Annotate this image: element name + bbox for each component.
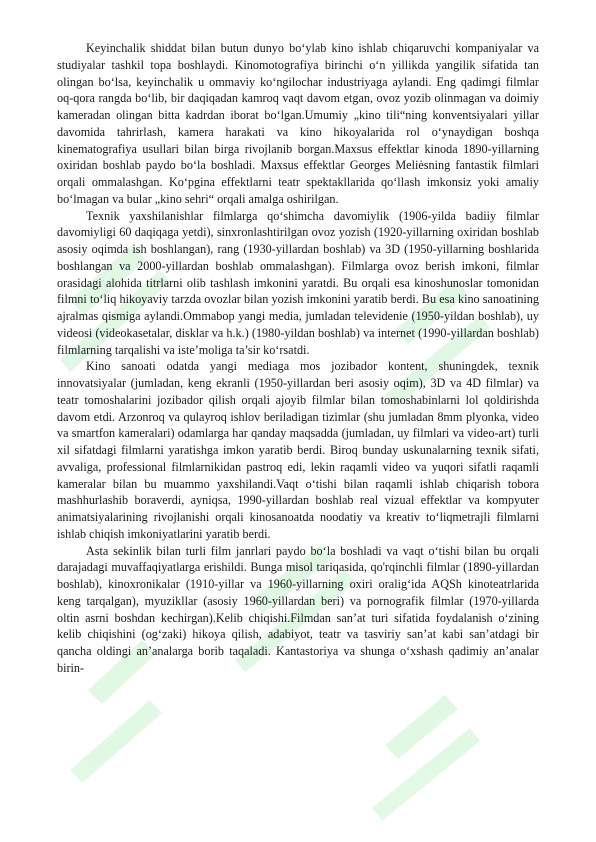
- watermark-stroke: [70, 700, 162, 783]
- paragraph: Texnik yaxshilanishlar filmlarga qo‘shimcha davomiylik (1906-yilda badiiy filmlar davomiyligi 60 daqiqaga yetdi), sinxronlashtirilgan ovoz yozish (1920-yillarning oxiridan boshlab asosiy oqimda ish boshlangan), rang (1930-yillardan boshlab) va 3D (1950-yillarning boshlarida boshlangan va 2000-yillardan boshlab ommalashgan). Filmlarga ovoz berish imkoni, filmlar orasidagi alohida titrlarni olib tashlash imkonini yaratdi. Bu orqali esa kinoshunoslar tomonidan filmni to‘liq hikoyaviy tarzda ovozlar bilan yozish imkonini yaratib berdi. Bu esa kino sanoatining ajralmas qismiga aylandi.Ommabop yangi media, jumladan televidenie (1950-yildan boshlab), uy videosi (videokasetalar, disklar va h.k.) (1980-yildan boshlab) va internet (1990-yillardan boshlab) filmlarning tarqalishi va iste’moliga ta’sir ko‘rsatdi.: [57, 208, 539, 357]
- watermark-stroke: [372, 728, 480, 821]
- paragraph: Kino sanoati odatda yangi mediaga mos jozibador kontent, shuningdek, texnik innovatsiyalar (jumladan, keng ekranli (1950-yillardan beri asosiy oqim), 3D va 4D filmlar) va teatr tomoshalarini jozibador qilish orqali ajoyib filmlar bilan tomoshabinlarni lol qoldirishda davom etdi. Arzonroq va qulayroq ishlov beriladigan tizimlar (shu jumladan 8mm plyonka, video va smartfon kameralari) odamlarga har qanday maqsadda (jumladan, uy filmlari va video-art) turli xil sifatdagi filmlarni yaratishga imkon yaratib berdi. Biroq bunday uskunalarning texnik sifati, avvaliga, professional filmlarnikidan pastroq edi, lekin raqamli video va yuqori sifatli raqamli kameralar bilan bu muammo yaxshilandi.Vaqt o‘tishi bilan raqamli ishlab chiqarish tobora mashhurlashib boraverdi, ayniqsa, 1990-yillardan boshlab real vizual effektlar va kompyuter animatsiyalarining rivojlanishi orqali kinosanoatda noodatiy va kreativ to‘liqmetrajli filmlarni ishlab chiqish imkoniyatlarini yaratib berdi.: [57, 359, 539, 541]
- body-text: [57, 40, 539, 677]
- paragraph: Keyinchalik shiddat bilan butun dunyo bo‘ylab kino ishlab chiqaruvchi kompaniyalar va studiyalar tashkil topa boshlaydi. Kinomotografiya birinchi o‘n yillikda yangilik sifatida tan olingan bo‘lsa, keyinchalik u ommaviy ko‘ngilochar industriyaga aylandi. Eng qadimgi filmlar oq-qora rangda bo‘lib, bir daqiqadan kamroq vaqt davom etgan, ovoz yozib olinmagan va doimiy kameradan olingan bitta kadrdan iborat bo‘lgan.Umumiy „kino tili“ning konventsiyalari yillar davomida tahrirlash, kamera harakati va kino hikoyalarida rol o‘ynaydigan boshqa kinematografiya usullari bilan birga rivojlanib borgan.Maxsus effektlar kinoda 1890-yillarning oxiridan boshlab paydo bo‘la boshladi. Maxsus effektlar Georges Meliėsning fantastik filmlari orqali ommalashgan. Ko‘pgina effektlarni teatr spektakllarida qo‘llash imkonsiz yoki amaliy bo‘lmagan va bular „kino sehri“ orqali amalga oshirilgan.: [57, 41, 539, 206]
- paragraph: Asta sekinlik bilan turli film janrlari paydo bo‘la boshladi va vaqt o‘tishi bilan bu orqali darajadagi muvaffaqiyatlarga erishildi. Bunga misol tariqasida, qo'rqinchli filmlar (1890-yillardan boshlab), kinoxronikalar (1910-yillar va 1960-yillarning oxiri oralig‘ida AQSh kinoteatrlarida keng tarqalgan), myuzikllar (asosiy 1960-yillardan beri) va pornografik filmlar (1970-yillarda oltin asrni boshdan kechirgan).Kelib chiqishi.Filmdan san’at turi sifatida foydalanish o‘zining kelib chiqishini (og‘zaki) hikoya qilish, adabiyot, teatr va tasviriy san’at kabi san’atdagi bir qancha oldingi an’analarga borib taqaladi. Kantastoriya va shunga o‘xshash qadimiy an’analar birin-: [57, 543, 539, 675]
- watermark-stroke: [385, 695, 458, 759]
